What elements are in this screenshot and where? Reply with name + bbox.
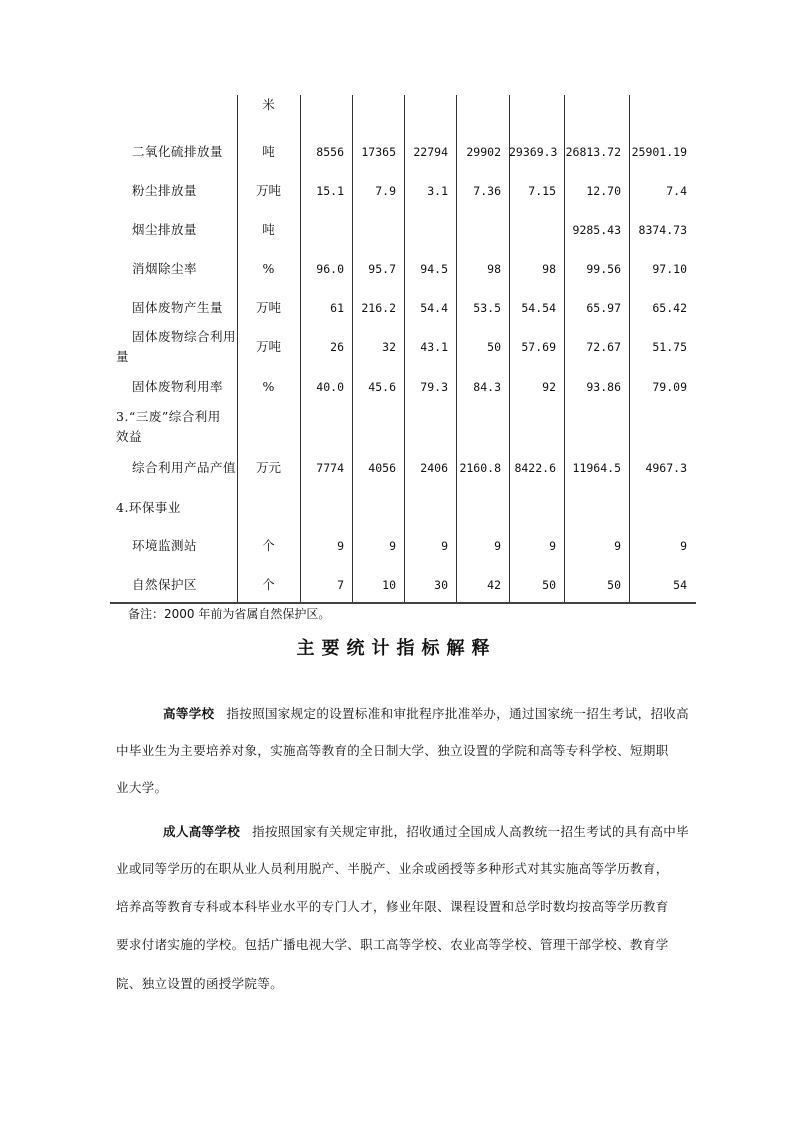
row-unit: 吨: [262, 144, 275, 159]
row-label: 二氧化硫排放量: [132, 144, 224, 159]
table-cell: 9285.43: [572, 223, 621, 237]
table-cell: 7774: [316, 461, 344, 475]
row-label: 粉尘排放量: [132, 183, 198, 198]
paragraph-text: 指按照国家有关规定审批，招收通过全国成人高教统一招生考试的具有高中毕: [252, 824, 690, 839]
row-label: 综合利用产品产值: [132, 460, 237, 475]
paragraph-line: [163, 704, 689, 722]
table-cell: 65.97: [586, 301, 621, 315]
row-label: 消烟除尘率: [132, 261, 198, 276]
paragraph-text: 业或同等学历的在职从业人员利用脱产、半脱产、业余或函授等多种形式对其实施高等学历教育，: [116, 861, 669, 876]
paragraph-line: [116, 935, 669, 953]
table-note: 备注：2000 年前为省属自然保护区。: [128, 607, 331, 621]
table-cell: 79.3: [420, 380, 448, 394]
row-label: 4.环保事业: [116, 500, 181, 515]
table-cell: 216.2: [361, 301, 396, 315]
table-cell: 42: [487, 578, 501, 592]
paragraph-line: [116, 859, 669, 877]
table-cell: 9: [494, 539, 501, 553]
table-cell: 15.1: [316, 184, 344, 198]
paragraph-text: 院、独立设置的函授学院等。: [116, 976, 284, 991]
paragraph-text: 要求付诸实施的学校。包括广播电视大学、职工高等学校、农业高等学校、管理干部学校、教育学: [116, 937, 669, 952]
row-unit: 个: [262, 538, 275, 553]
row-unit: %: [262, 261, 275, 276]
table-cell: 98: [487, 262, 501, 276]
paragraph-text: 指按照国家规定的设置标准和审批程序批准举办，通过国家统一招生考试，招收高: [226, 706, 690, 721]
table-cell: 7: [337, 578, 344, 592]
table-cell: 8422.6: [514, 461, 556, 475]
table-cell: 29369.3: [509, 145, 558, 159]
table-cell: 7.36: [473, 184, 501, 198]
table-cell: 53.5: [473, 301, 501, 315]
table-cell: 9: [389, 539, 396, 553]
section-title: 主要统计指标解释: [296, 638, 497, 659]
table-cell: 7.9: [375, 184, 396, 198]
table-cell: 7.15: [528, 184, 556, 198]
table-cell: 84.3: [473, 380, 501, 394]
definition-term: 高等学校: [163, 706, 215, 721]
table-cell: 7.4: [666, 184, 687, 198]
table-cell: 4967.3: [645, 461, 687, 475]
row-unit: 万吨: [255, 300, 281, 315]
row-unit: 个: [262, 577, 275, 592]
table-cell: 32: [382, 340, 396, 354]
table-cell: 65.42: [652, 301, 687, 315]
row-label: 固体废物利用率: [132, 379, 224, 394]
table-cell: 54: [673, 578, 687, 592]
table-cell: 96.0: [316, 262, 344, 276]
table-cell: 11964.5: [572, 461, 621, 475]
table-cell: 95.7: [368, 262, 396, 276]
table-cell: 97.10: [652, 262, 687, 276]
row-unit: %: [262, 379, 275, 394]
row-unit: 吨: [262, 222, 275, 237]
table-cell: 8556: [316, 145, 344, 159]
paragraph-line: [163, 822, 689, 840]
paragraph-text: 培养高等教育专科或本科毕业水平的专门人才，修业年限、课程设置和总学时数均按高等学历教育: [116, 899, 669, 914]
table-cell: 30: [434, 578, 448, 592]
table-cell: 92: [542, 380, 556, 394]
paragraph-line: [116, 974, 283, 992]
table-cell: 12.70: [586, 184, 621, 198]
row-label: 固体废物产生量: [132, 300, 224, 315]
table-cell: 25901.19: [631, 145, 687, 159]
paragraph-line: [116, 741, 669, 759]
table-cell: 22794: [413, 145, 448, 159]
table-cell: 51.75: [652, 340, 687, 354]
paragraph-line: [116, 778, 167, 796]
table-cell: 99.56: [586, 262, 621, 276]
table-cell: 4056: [368, 461, 396, 475]
table-cell: 61: [330, 301, 344, 315]
row-label: 烟尘排放量: [132, 222, 198, 237]
table-cell: 9: [441, 539, 448, 553]
table-cell: 9: [614, 539, 621, 553]
table-cell: 2406: [420, 461, 448, 475]
table-cell: 9: [337, 539, 344, 553]
table-cell: 26813.72: [565, 145, 621, 159]
table-cell: 3.1: [427, 184, 448, 198]
table-cell: 50: [487, 340, 501, 354]
table-cell: 57.69: [521, 340, 556, 354]
paragraph-text: 业大学。: [116, 780, 168, 795]
row-unit: 万吨: [255, 339, 281, 354]
table-bottom-border: [110, 602, 696, 604]
table-cell: 26: [330, 340, 344, 354]
row-label: 自然保护区: [132, 577, 198, 592]
row-unit: 万元: [255, 460, 281, 475]
row-unit: 万吨: [255, 183, 281, 198]
table-cell: 93.86: [586, 380, 621, 394]
paragraph-text: 中毕业生为主要培养对象，实施高等教育的全日制大学、独立设置的学院和高等专科学校、短期职: [116, 743, 669, 758]
table-cell: 2160.8: [459, 461, 501, 475]
table-cell: 98: [542, 262, 556, 276]
table-cell: 9: [549, 539, 556, 553]
table-cell: 9: [680, 539, 687, 553]
table-cell: 43.1: [420, 340, 448, 354]
table-cell: 10: [382, 578, 396, 592]
table-cell: 45.6: [368, 380, 396, 394]
row-label: 环境监测站: [132, 538, 198, 553]
definition-term: 成人高等学校: [163, 824, 241, 839]
table-cell: 29902: [466, 145, 501, 159]
table-cell: 8374.73: [638, 223, 687, 237]
table-cell: 94.5: [420, 262, 448, 276]
table-cell: 50: [607, 578, 621, 592]
table-cell: 72.67: [586, 340, 621, 354]
row-label: 固体废物综合利用量: [116, 329, 237, 364]
table-cell: 50: [542, 578, 556, 592]
paragraph-line: [116, 897, 669, 915]
table-cell: 17365: [361, 145, 396, 159]
row-unit: 米: [262, 97, 275, 112]
table-cell: 79.09: [652, 380, 687, 394]
table-cell: 40.0: [316, 380, 344, 394]
table-cell: 54.4: [420, 301, 448, 315]
table-cell: 54.54: [521, 301, 556, 315]
row-label: 3.“三废”综合利用效益: [116, 409, 221, 444]
